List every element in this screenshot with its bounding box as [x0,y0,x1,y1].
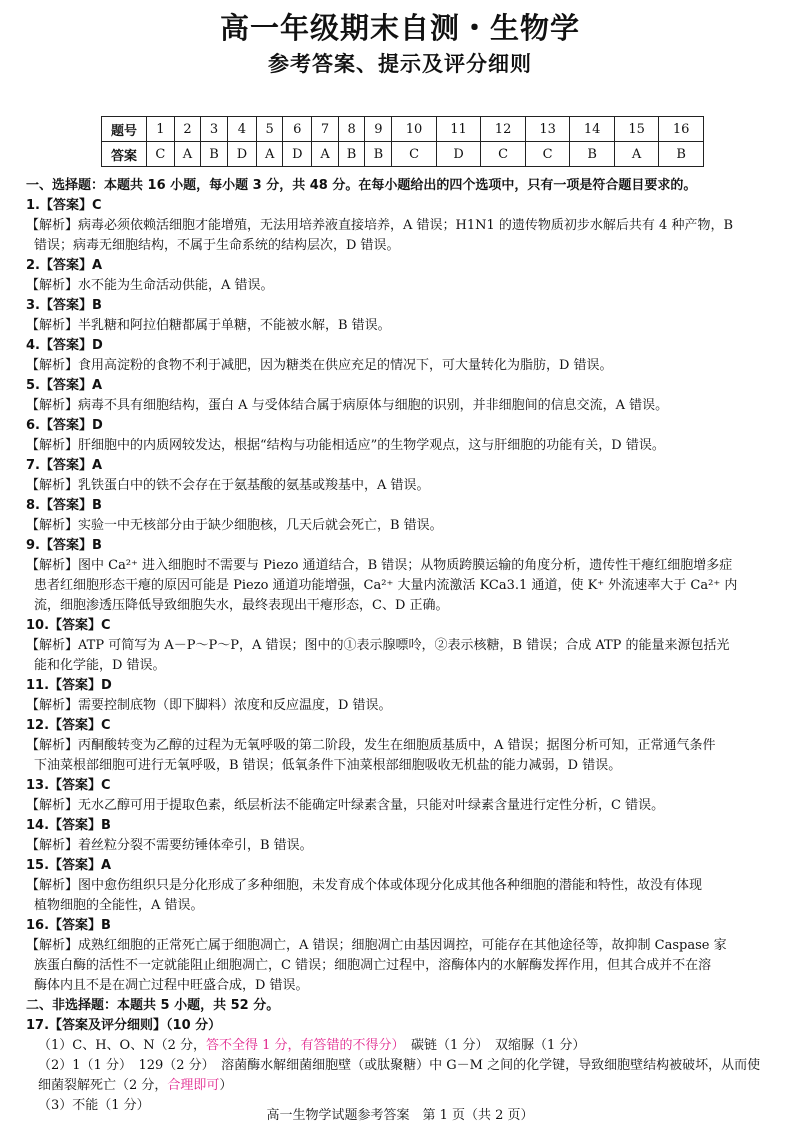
highlight-text: 答不全得 1 分，有答错的不得分） [206,1038,399,1053]
analysis-line: 流，细胞渗透压降低导致细胞失水，最终表现出干瘪形态，C、D 正确。 [34,598,449,613]
question-answer: 15.【答案】A [26,858,112,873]
analysis-line: 【解析】无水乙醇可用于提取色素，纸层析法不能确定叶绿素含量，只能对叶绿素含量进行定性分析，C 错误。 [26,798,665,813]
question-answer: 16.【答案】B [26,918,111,933]
analysis-line: 【解析】肝细胞中的内质网较发达，根据“结构与功能相适应”的生物学观点，这与肝细胞的功能有关，D 错误。 [26,438,665,453]
answer-content [26,176,778,1116]
table-cell: 7 [312,117,338,142]
question-answer: 14.【答案】B [26,818,111,833]
row-label-answer: 答案 [102,142,147,167]
question-answer: 11.【答案】D [26,678,112,693]
table-cell: B [570,142,615,167]
question-answer: 2.【答案】A [26,258,103,273]
table-cell: 11 [436,117,481,142]
analysis-line: 【解析】食用高淀粉的食物不利于减肥，因为糖类在供应充足的情况下，可大量转化为脂肪，D 错误。 [26,358,613,373]
analysis-line: 错误；病毒无细胞结构，不属于生命系统的结构层次，D 错误。 [34,238,400,253]
analysis-line: 能和化学能，D 错误。 [34,658,166,673]
table-cell: 6 [283,117,312,142]
analysis-line: 患者红细胞形态干瘪的原因可能是 Piezo 通道功能增强，Ca²⁺ 大量内流激活 KCa3.1 通道，使 K⁺ 外流速率大于 Ca²⁺ 内 [34,578,738,593]
page-title: 高一年级期末自测・生物学 [219,11,580,45]
analysis-line: 【解析】丙酮酸转变为乙醇的过程为无氧呼吸的第二阶段，发生在细胞质基质中，A 错误；据图分析可知，正常通气条件 [26,738,716,753]
analysis-line: 【解析】ATP 可简写为 A－P～P～P，A 错误；图中的①表示腺嘌呤，②表示核糖，B 错误；合成 ATP 的能量来源包括光 [26,638,730,653]
table-cell: 13 [525,117,570,142]
section-heading: 二、非选择题：本题共 5 小题，共 52 分。 [26,998,280,1013]
question-answer: 6.【答案】D [26,418,103,433]
analysis-line: 【解析】半乳糖和阿拉伯糖都属于单糖，不能被水解，B 错误。 [26,318,391,333]
analysis-line: 【解析】需要控制底物（即下脚料）浓度和反应温度，D 错误。 [26,698,392,713]
table-cell: 9 [365,117,392,142]
table-cell: C [147,142,175,167]
analysis-line: 【解析】病毒必须依赖活细胞才能增殖，无法用培养液直接培养，A 错误；H1N1 的遗传物质初步水解后共有 4 种产物，B [26,218,733,233]
table-cell: D [227,142,256,167]
table-cell: 14 [570,117,615,142]
answer-table-number-row [102,117,704,142]
table-cell: A [256,142,282,167]
answer-line: （1）C、H、O、N（2 分，答不全得 1 分，有答错的不得分） 碳链（1 分） 双缩脲（1 分） [38,1038,586,1053]
table-cell: 16 [659,117,704,142]
question-answer: 12.【答案】C [26,718,111,733]
table-cell: 15 [614,117,659,142]
analysis-line: 酶体内且不是在凋亡过程中旺盛合成，D 错误。 [34,978,309,993]
table-cell: 5 [256,117,282,142]
table-cell: 2 [174,117,200,142]
analysis-line: 植物细胞的全能性，A 错误。 [34,898,204,913]
analysis-line: 【解析】着丝粒分裂不需要纺锤体牵引，B 错误。 [26,838,313,853]
table-cell: C [392,142,437,167]
row-label-number: 题号 [102,117,147,142]
table-cell: B [659,142,704,167]
table-cell: B [201,142,228,167]
table-cell: A [312,142,338,167]
question-answer: 5.【答案】A [26,378,103,393]
table-cell: 1 [147,117,175,142]
table-cell: D [436,142,481,167]
question-list [26,196,778,996]
table-cell: A [614,142,659,167]
analysis-line: 【解析】乳铁蛋白中的铁不会存在于氨基酸的氨基或羧基中，A 错误。 [26,478,430,493]
analysis-line: 【解析】水不能为生命活动供能，A 错误。 [26,278,274,293]
table-cell: 3 [201,117,228,142]
question-answer: 7.【答案】A [26,458,103,473]
section-heading: 一、选择题：本题共 16 小题，每小题 3 分，共 48 分。在每小题给出的四个选项中，只有一项是符合题目要求的。 [26,178,697,193]
analysis-line: 【解析】成熟红细胞的正常死亡属于细胞凋亡，A 错误；细胞凋亡由基因调控，可能存在其他途径等，故抑制 Caspase 家 [26,938,727,953]
table-cell: D [283,142,312,167]
highlight-text: 合理即可 [167,1078,220,1093]
answer-table [101,116,704,167]
analysis-line: 族蛋白酶的活性不一定就能阻止细胞凋亡，C 错误；细胞凋亡过程中，溶酶体内的水解酶发挥作用，但其合成并不在溶 [34,958,712,973]
analysis-line: 下油菜根部细胞可进行无氧呼吸，B 错误；低氧条件下油菜根部细胞吸收无机盐的能力减弱，D 错误。 [34,758,622,773]
table-cell: 4 [227,117,256,142]
table-cell: 10 [392,117,437,142]
analysis-line: 【解析】图中 Ca²⁺ 进入细胞时不需要与 Piezo 通道结合，B 错误；从物质跨膜运输的角度分析，遗传性干瘪红细胞增多症 [26,558,733,573]
question-answer: 1.【答案】C [26,198,102,213]
question-answer: 13.【答案】C [26,778,111,793]
table-cell: B [365,142,392,167]
question-answer: 10.【答案】C [26,618,111,633]
question-answer: 8.【答案】B [26,498,102,513]
table-cell: 8 [338,117,365,142]
answer-line: 细菌裂解死亡（2 分，合理即可） [38,1078,233,1093]
page-footer: 高一生物学试题参考答案 第 1 页（共 2 页） [266,1108,534,1123]
analysis-line: 【解析】病毒不具有细胞结构，蛋白 A 与受体结合属于病原体与细胞的识别，并非细胞间的信息交流，A 错误。 [26,398,669,413]
table-cell: B [338,142,365,167]
answer-line: （2）1（1 分） 129（2 分） 溶菌酶水解细菌细胞壁（或肽聚糖）中 G－M 之间的化学键，导致细胞壁结构被破坏，从而使 [38,1058,761,1073]
table-cell: 12 [481,117,526,142]
table-cell: A [174,142,200,167]
table-cell: C [525,142,570,167]
question-answer: 4.【答案】D [26,338,103,353]
question-answer: 17.【答案及评分细则】（10 分） [26,1018,222,1033]
page-subtitle: 参考答案、提示及评分细则 [268,52,532,76]
question-answer: 9.【答案】B [26,538,102,553]
analysis-line: 【解析】图中愈伤组织只是分化形成了多种细胞，未发育成个体或体现分化成其他各种细胞的潜能和特性，故没有体现 [26,878,703,893]
answer-line: （3）不能（1 分） [38,1098,150,1113]
analysis-line: 【解析】实验一中无核部分由于缺少细胞核，几天后就会死亡，B 错误。 [26,518,443,533]
table-cell: C [481,142,526,167]
answer-table-answer-row [102,142,704,167]
question-answer: 3.【答案】B [26,298,102,313]
